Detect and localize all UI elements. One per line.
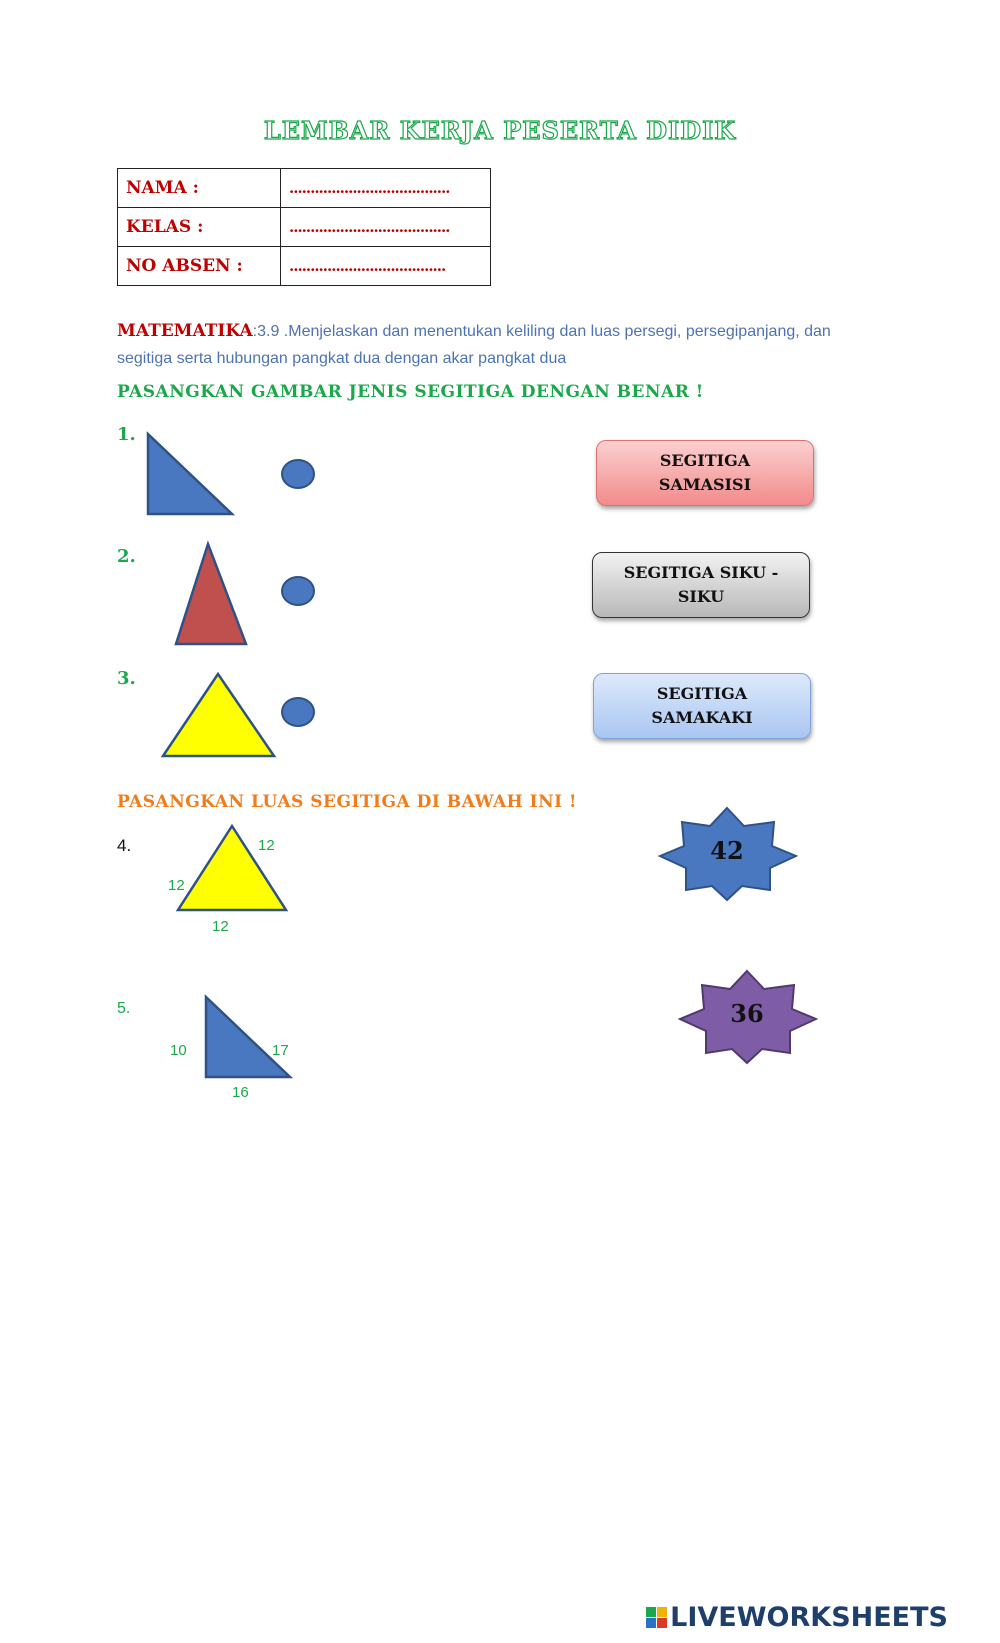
- side-label-bottom: 12: [212, 918, 229, 935]
- competency-text: [117, 318, 877, 372]
- side-label-bottom: 16: [232, 1084, 249, 1101]
- identity-row-absen: [118, 247, 491, 286]
- identity-label: KELAS :: [118, 208, 281, 247]
- equilateral-triangle-12-shape: [174, 822, 292, 914]
- answer-star-42[interactable]: [656, 806, 798, 902]
- item-number-3: 3.: [117, 668, 136, 689]
- identity-label: NO ABSEN :: [118, 247, 281, 286]
- right-triangle-10-16-17-shape: [200, 993, 296, 1083]
- page-title: LEMBAR KERJA PESERTA DIDIK: [263, 116, 737, 145]
- answer-value: 42: [710, 836, 744, 865]
- option-segitiga-samasisi[interactable]: SEGITIGA SAMASISI: [596, 440, 814, 506]
- subject-label: MATEMATIKA: [117, 321, 253, 341]
- answer-value: 36: [730, 999, 764, 1028]
- side-label-right: 12: [258, 837, 275, 854]
- item-number-1: 1.: [117, 424, 136, 445]
- equilateral-triangle-shape: [158, 670, 282, 762]
- competency-description: :3.9 .Menjelaskan dan menentukan keliling dan luas persegi, persegipanjang, dan segitiga serta hubungan pangkat dua dengan akar pangkat dua: [117, 323, 831, 367]
- option-segitiga-samakaki[interactable]: SEGITIGA SAMAKAKI: [593, 673, 811, 739]
- section2-instruction: PASANGKAN LUAS SEGITIGA DI BAWAH INI !: [117, 792, 577, 812]
- item-number-4: 4.: [117, 836, 132, 855]
- identity-label: NAMA :: [118, 169, 281, 208]
- match-point-3[interactable]: [281, 697, 315, 727]
- item-number-5: 5.: [117, 1000, 131, 1017]
- side-label-left: 10: [170, 1042, 187, 1059]
- match-point-1[interactable]: [281, 459, 315, 489]
- side-label-left: 12: [168, 877, 185, 894]
- absen-field[interactable]: .....................................: [281, 247, 491, 286]
- side-label-right: 17: [272, 1042, 289, 1059]
- isosceles-triangle-shape: [170, 540, 254, 650]
- identity-row-nama: [118, 169, 491, 208]
- brand-name: LIVEWORKSHEETS: [670, 1602, 948, 1633]
- identity-table: [117, 168, 491, 286]
- logo-squares-icon: [646, 1607, 667, 1628]
- liveworksheets-logo: [646, 1602, 948, 1633]
- match-point-2[interactable]: [281, 576, 315, 606]
- class-field[interactable]: ......................................: [281, 208, 491, 247]
- option-segitiga-siku-siku[interactable]: SEGITIGA SIKU - SIKU: [592, 552, 810, 618]
- name-field[interactable]: ......................................: [281, 169, 491, 208]
- identity-row-kelas: [118, 208, 491, 247]
- section1-instruction: PASANGKAN GAMBAR JENIS SEGITIGA DENGAN BENAR !: [117, 382, 704, 402]
- answer-star-36[interactable]: [676, 969, 818, 1065]
- item-number-2: 2.: [117, 546, 136, 567]
- right-triangle-shape: [140, 430, 240, 520]
